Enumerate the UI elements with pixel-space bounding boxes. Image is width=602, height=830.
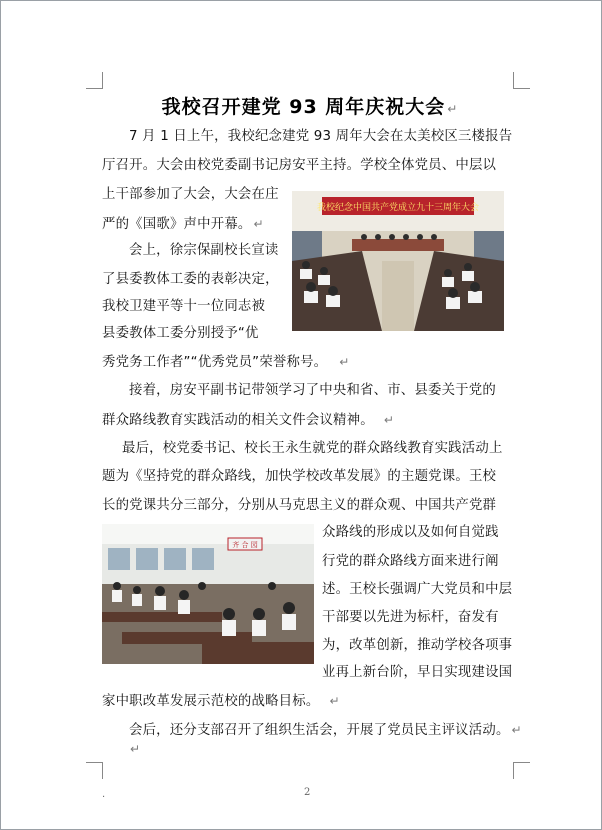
text-line: 家中职改革发展示范校的战略目标。 ↵ [102,694,340,709]
margin-corner-top-right [513,72,530,89]
text-line: 我校卫建平等十一位同志被 [102,299,266,314]
text-line: 述。王校长强调广大党员和中层 [322,582,513,597]
text-line: 长的党课共分三部分，分别从马克思主义的群众观、中国共产党群 [102,498,497,513]
text-line: 行党的群众路线方面来进行阐 [322,554,499,569]
text-line: 了县委教体工委的表彰决定， [102,272,279,287]
text-line: 7 月 1 日上午，我校纪念建党 93 周年大会在太美校区三楼报告 [129,129,513,144]
text-line: 接着，房安平副书记带领学习了中央和省、市、县委关于党的 [129,383,496,398]
room-sign-text: 齐 合 园 [232,541,258,549]
text-line: 为，改革创新，推动学校各项事 [322,638,513,653]
text-line: 严的《国歌》声中开幕。 ↵ [102,217,264,232]
text-line: 业再上新台阶，早日实现建设国 [322,665,513,680]
text-line: 众路线的形成以及如何自觉践 [322,525,499,540]
banner-text: 我校纪念中国共产党成立九十三周年大会 [316,203,480,213]
text-line: 会上，徐宗保副校长宣读 [129,243,279,258]
margin-corner-bottom-right [513,762,530,779]
lecture-room-photo [102,524,314,664]
text-line: 秀党务工作者”“优秀党员”荣誉称号。 ↵ [102,355,350,370]
text-line: 县委教体工委分别授予“优 [102,326,259,341]
meeting-hall-photo [292,191,504,331]
text-line: 题为《坚持党的群众路线，加快学校改革发展》的主题党课。王校 [102,469,497,484]
text-line: 干部要以先进为标杆，奋发有 [322,610,499,625]
text-line: 群众路线教育实践活动的相关文件会议精神。 ↵ [102,413,395,428]
text-line: 厅召开。大会由校党委副书记房安平主持。学校全体党员、中层以 [102,158,497,173]
margin-corner-top-left [86,72,103,89]
document-title: 我校召开建党 93 周年庆祝大会 ↵ [161,96,459,118]
text-line: 上干部参加了大会，大会在庄 [102,187,279,202]
margin-corner-bottom-left [86,762,103,779]
page-number: 2 [304,787,311,798]
footer-paragraph-mark: . [102,789,106,800]
text-line: 会后，还分支部召开了组织生活会，开展了党员民主评议活动。 ↵ [129,723,522,738]
text-line: 最后，校党委书记、校长王永生就党的群众路线教育实践活动上 [122,441,503,456]
empty-paragraph-mark: ↵ [130,742,141,756]
